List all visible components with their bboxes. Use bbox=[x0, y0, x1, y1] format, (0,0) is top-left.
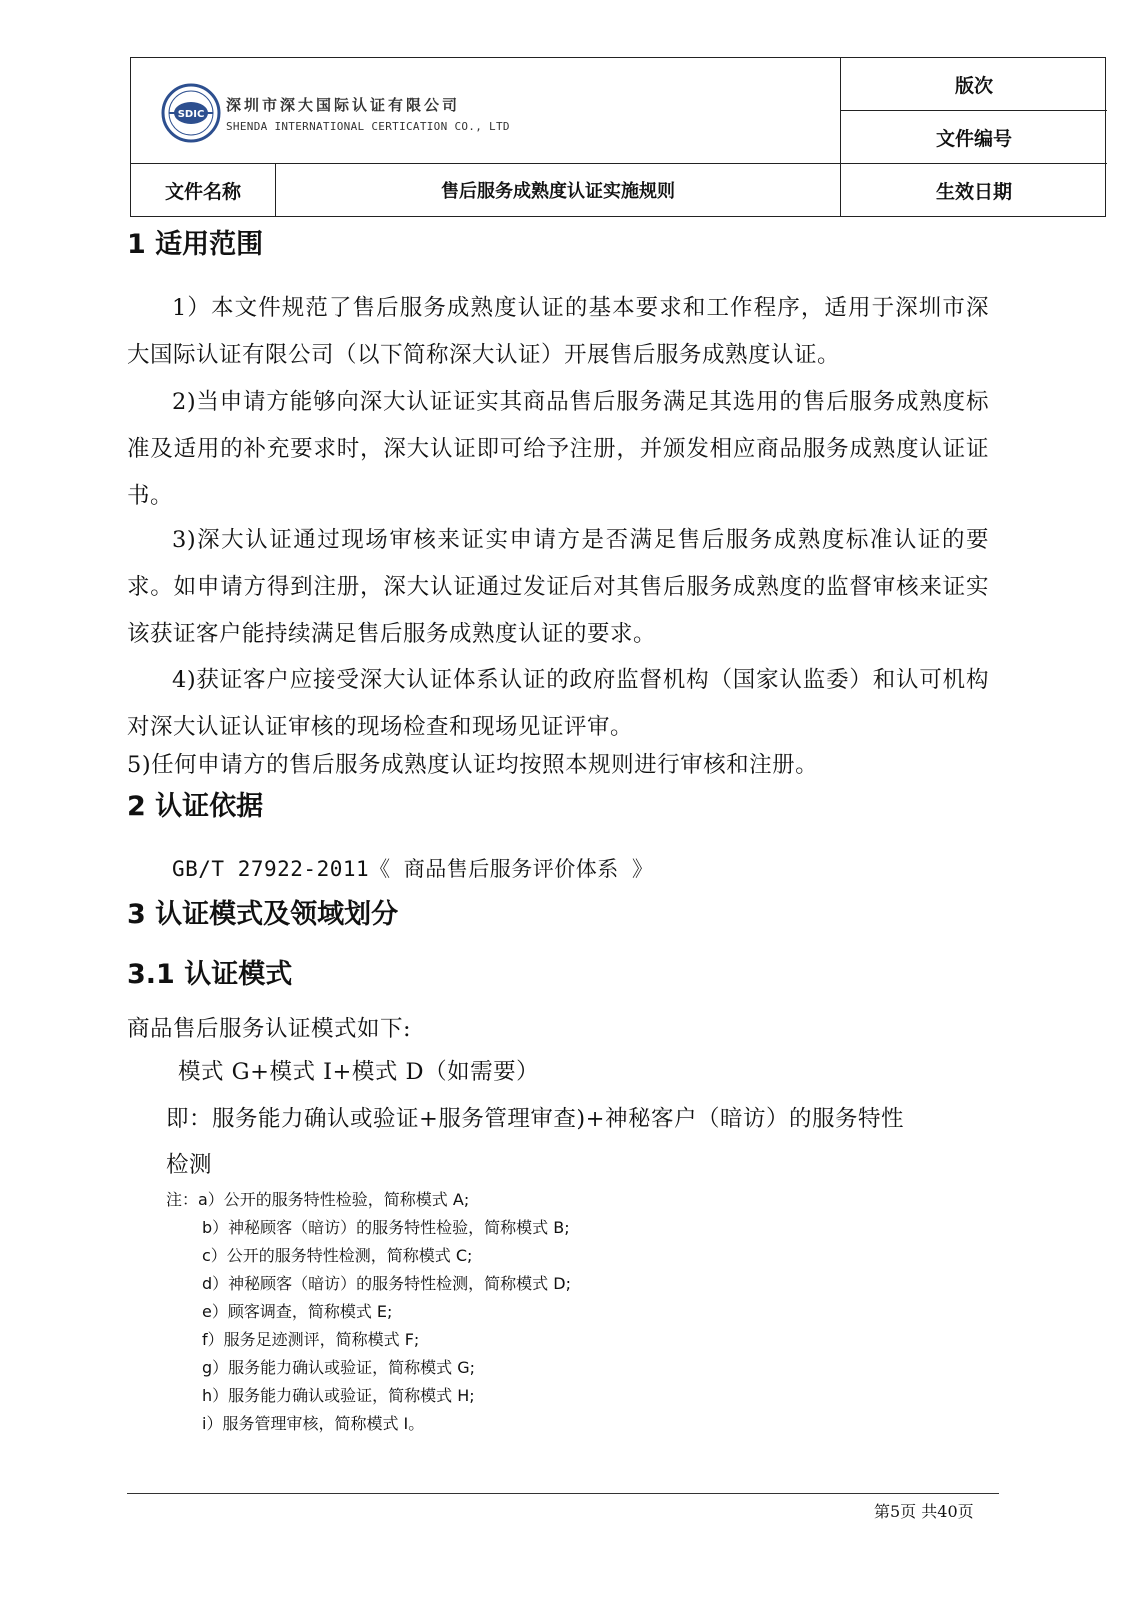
effective-date-label: 生效日期 bbox=[935, 180, 1012, 203]
svg-text:SDIC: SDIC bbox=[177, 109, 205, 120]
cert-mode-explanation-line-1: 即：服务能力确认或验证+服务管理审查)+神秘客户（暗访）的服务特性 bbox=[166, 1106, 904, 1132]
section-3-1-heading: 3.1 认证模式 bbox=[127, 959, 293, 990]
standard-reference: GB/T 27922-2011《 商品售后服务评价体系 》 bbox=[172, 857, 654, 881]
doc-number-label: 文件编号 bbox=[841, 111, 1107, 164]
company-name-cn: 深圳市深大国际认证有限公司 bbox=[226, 96, 461, 114]
document-header-table bbox=[130, 57, 1106, 217]
doc-name-label: 文件名称 bbox=[131, 164, 276, 216]
note-item: h）服务能力确认或验证，简称模式 H; bbox=[202, 1386, 475, 1405]
section-3-heading: 3 认证模式及领域划分 bbox=[127, 899, 399, 930]
section-1-paragraph-3: 3)深大认证通过现场审核来证实申请方是否满足售后服务成熟度标准认证的要求。如申请方得到注册，深大认证通过发证后对其售后服务成熟度的监督审核来证实该获证客户能持续满足售后服务成熟度认证的要求。 bbox=[127, 527, 989, 647]
company-logo-cell bbox=[131, 58, 841, 164]
company-name-en: SHENDA INTERNATIONAL CERTICATION CO., LTD bbox=[226, 120, 510, 133]
cert-mode-intro: 商品售后服务认证模式如下: bbox=[127, 1016, 412, 1042]
section-1-paragraph-4: 4)获证客户应接受深大认证体系认证的政府监督机构（国家认监委）和认可机构对深大认证认证审核的现场检查和现场见证评审。 bbox=[127, 667, 989, 740]
note-item: e）顾客调查，简称模式 E; bbox=[202, 1302, 393, 1321]
version-label: 版次 bbox=[841, 58, 1107, 111]
note-item: g）服务能力确认或验证，简称模式 G; bbox=[202, 1358, 476, 1377]
section-1-paragraph-2: 2)当申请方能够向深大认证证实其商品售后服务满足其选用的售后服务成熟度标准及适用的补充要求时，深大认证即可给予注册，并颁发相应商品服务成熟度认证证书。 bbox=[127, 389, 989, 509]
footer-rule bbox=[127, 1493, 999, 1494]
cert-mode-formula: 模式 G+模式 I+模式 D（如需要） bbox=[178, 1059, 540, 1085]
section-1-heading: 1 适用范围 bbox=[127, 229, 264, 260]
section-1-paragraph-5: 5)任何申请方的售后服务成熟度认证均按照本规则进行审核和注册。 bbox=[127, 752, 819, 778]
section-1-paragraph-1: 1）本文件规范了售后服务成熟度认证的基本要求和工作程序，适用于深圳市深大国际认证有限公司（以下简称深大认证）开展售后服务成熟度认证。 bbox=[127, 295, 989, 368]
cert-mode-notes-list bbox=[166, 1186, 571, 1438]
doc-name-value: 售后服务成熟度认证实施规则 bbox=[276, 164, 841, 216]
company-seal-logo bbox=[161, 83, 221, 143]
section-2-heading: 2 认证依据 bbox=[127, 791, 264, 822]
cert-mode-explanation-line-2: 检测 bbox=[166, 1152, 213, 1178]
note-item: c）公开的服务特性检测，简称模式 C; bbox=[202, 1246, 473, 1265]
note-item: d）神秘顾客（暗访）的服务特性检测，简称模式 D; bbox=[202, 1274, 571, 1293]
note-item: i）服务管理审核，简称模式 I。 bbox=[202, 1414, 425, 1433]
page-number: 第5页 共40页 bbox=[874, 1502, 974, 1521]
note-item: b）神秘顾客（暗访）的服务特性检验，简称模式 B; bbox=[202, 1218, 570, 1237]
note-item: 注：a）公开的服务特性检验，简称模式 A; bbox=[166, 1190, 470, 1209]
note-item: f）服务足迹测评，简称模式 F; bbox=[202, 1330, 420, 1349]
